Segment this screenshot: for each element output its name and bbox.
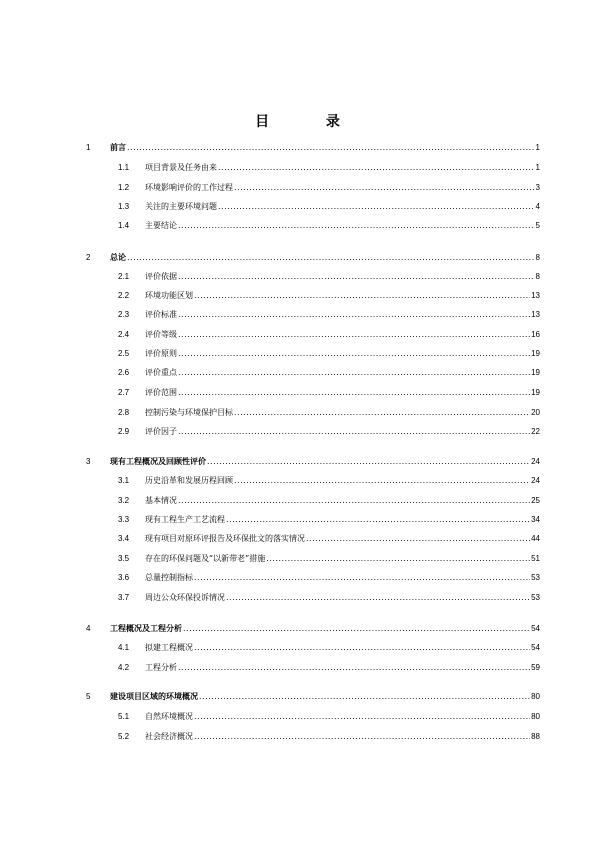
toc-entry-label: 评价因子 [145,427,177,436]
toc-entry-page-number: 54 [531,643,540,652]
toc-entry-number: 2.7 [118,388,130,397]
toc-entry-page-number: 1 [535,143,540,152]
toc-entry-line [145,494,540,508]
toc-entry-page-number: 19 [531,349,540,358]
toc-dot-leader [194,730,530,744]
toc-entry-page-number: 13 [531,310,540,319]
toc-dot-leader [178,270,535,284]
toc-entry-line [145,219,540,233]
toc-entry-page-number: 24 [531,476,540,485]
toc-entry-line [145,270,540,284]
toc-dot-leader [234,474,530,488]
toc-entry-label: 拟建工程概况 [145,643,193,652]
toc-entry-label: 基本情况 [145,496,177,505]
toc-entry-label: 控制污染与环境保护目标 [145,408,233,417]
toc-entry-number: 3.3 [118,515,130,524]
toc-section-entry[interactable] [0,532,595,546]
toc-dot-leader [199,690,530,704]
toc-section-entry[interactable] [0,200,595,214]
toc-section-entry[interactable] [0,161,595,175]
toc-dot-leader [178,386,530,400]
toc-entry-line [145,347,540,361]
toc-section-entry[interactable] [0,513,595,527]
toc-section-entry[interactable] [0,494,595,508]
toc-entry-page-number: 20 [531,408,540,417]
toc-section-entry[interactable] [0,219,595,233]
toc-entry-number: 3.2 [118,496,130,505]
toc-entry-number: 2.2 [118,291,130,300]
toc-section-entry[interactable] [0,571,595,585]
toc-entry-page-number: 59 [531,663,540,672]
toc-entry-number: 2.1 [118,272,130,281]
toc-section-entry[interactable] [0,641,595,655]
toc-section-entry[interactable] [0,308,595,322]
toc-entry-label: 评价重点 [145,368,177,377]
toc-entry-line [145,200,540,214]
toc-entry-label: 存在的环保问题及“以新带老”措施 [145,554,266,563]
toc-chapter-entry[interactable] [0,251,595,265]
toc-dot-leader [207,455,530,469]
toc-entry-page-number: 1 [535,163,540,172]
toc-entry-label: 评价范围 [145,388,177,397]
toc-entry-page-number: 4 [535,202,540,211]
toc-dot-leader [194,641,530,655]
toc-entry-label: 工程分析 [145,663,177,672]
toc-entry-number: 3.1 [118,476,130,485]
toc-entry-page-number: 88 [531,732,540,741]
toc-entry-label: 评价标准 [145,310,177,319]
toc-dot-leader [178,661,530,675]
toc-entry-page-number: 8 [535,272,540,281]
toc-entry-line [145,425,540,439]
toc-entry-number: 4.2 [118,663,130,672]
toc-entry-line [145,513,540,527]
toc-entry-line [145,710,540,724]
toc-entry-page-number: 53 [531,573,540,582]
toc-entry-line [145,161,540,175]
toc-entry-number: 4 [86,624,91,633]
toc-entry-number: 5.2 [118,732,130,741]
toc-dot-leader [226,591,530,605]
toc-section-entry[interactable] [0,347,595,361]
toc-entry-label: 工程概况及工程分析 [110,624,182,633]
toc-entry-page-number: 22 [531,427,540,436]
toc-section-entry[interactable] [0,181,595,195]
toc-section-entry[interactable] [0,386,595,400]
toc-entry-label: 现有工程概况及回顾性评价 [110,457,206,466]
toc-section-entry[interactable] [0,366,595,380]
toc-dot-leader [266,552,530,566]
toc-entry-number: 1.4 [118,221,130,230]
toc-entry-label: 总论 [110,253,126,262]
toc-entry-number: 3.6 [118,573,130,582]
toc-entry-line [145,289,540,303]
toc-section-entry[interactable] [0,289,595,303]
toc-entry-line [145,474,540,488]
toc-dot-leader [218,200,535,214]
toc-section-entry[interactable] [0,406,595,420]
toc-entry-number: 4.1 [118,643,130,652]
toc-entry-line [145,406,540,420]
toc-entry-label: 主要结论 [145,221,177,230]
toc-entry-page-number: 53 [531,593,540,602]
toc-entry-line [110,141,540,155]
toc-entry-page-number: 19 [531,368,540,377]
toc-entry-number: 3.4 [118,534,130,543]
toc-section-entry[interactable] [0,710,595,724]
toc-entry-page-number: 54 [531,624,540,633]
toc-entry-page-number: 34 [531,515,540,524]
toc-entry-label: 周边公众环保投诉情况 [145,593,225,602]
toc-entry-number: 2.4 [118,330,130,339]
toc-entry-number: 2.8 [118,408,130,417]
toc-section-entry[interactable] [0,730,595,744]
toc-chapter-entry[interactable] [0,141,595,155]
toc-entry-number: 5.1 [118,712,130,721]
toc-entry-line [145,308,540,322]
toc-section-entry[interactable] [0,591,595,605]
toc-chapter-entry[interactable] [0,690,595,704]
toc-entry-label: 评价等级 [145,330,177,339]
toc-entry-label: 总量控制指标 [145,573,193,582]
toc-chapter-entry[interactable] [0,455,595,469]
toc-dot-leader [178,494,530,508]
toc-entry-line [145,366,540,380]
toc-entry-label: 现有工程生产工艺流程 [145,515,225,524]
toc-entry-page-number: 80 [531,712,540,721]
toc-entry-label: 项目背景及任务由来 [145,163,217,172]
toc-dot-leader [178,347,530,361]
toc-entry-number: 1.3 [118,202,130,211]
toc-dot-leader [178,425,530,439]
toc-entry-line [145,730,540,744]
toc-dot-leader [178,366,530,380]
toc-entry-number: 2.5 [118,349,130,358]
toc-entry-page-number: 80 [531,692,540,701]
toc-dot-leader [127,251,535,265]
toc-dot-leader [234,406,530,420]
toc-entry-page-number: 19 [531,388,540,397]
toc-entry-label: 环境功能区划 [145,291,193,300]
toc-entry-label: 历史沿革和发展历程回顾 [145,476,233,485]
toc-entry-label: 自然环境概况 [145,712,193,721]
toc-dot-leader [194,710,530,724]
toc-entry-number: 5 [86,692,91,701]
toc-entry-number: 2.9 [118,427,130,436]
toc-entry-line [110,251,540,265]
toc-section-entry[interactable] [0,425,595,439]
toc-entry-line [145,386,540,400]
toc-entry-label: 关注的主要环境问题 [145,202,217,211]
toc-title: 目 录 [255,114,366,130]
toc-dot-leader [218,161,535,175]
toc-entry-number: 3 [86,457,91,466]
toc-entry-line [145,591,540,605]
toc-dot-leader [234,181,535,195]
toc-entry-page-number: 51 [531,554,540,563]
toc-entry-label: 评价依据 [145,272,177,281]
toc-entry-label: 现有项目对原环评报告及环保批文的落实情况 [145,534,305,543]
toc-entry-line [145,661,540,675]
toc-section-entry[interactable] [0,328,595,342]
toc-entry-label: 建设项目区域的环境概况 [110,692,198,701]
toc-entry-number: 3.7 [118,593,130,602]
toc-entry-page-number: 16 [531,330,540,339]
toc-entry-line [145,532,540,546]
toc-dot-leader [306,532,530,546]
toc-entry-number: 2 [86,253,91,262]
toc-section-entry[interactable] [0,270,595,284]
toc-entry-page-number: 3 [535,183,540,192]
toc-entry-line [145,641,540,655]
toc-dot-leader [178,308,530,322]
toc-dot-leader [194,289,530,303]
toc-entry-page-number: 25 [531,496,540,505]
toc-entry-line [145,552,540,566]
toc-entry-page-number: 44 [531,534,540,543]
toc-dot-leader [178,328,530,342]
toc-entry-page-number: 13 [531,291,540,300]
toc-chapter-entry[interactable] [0,622,595,636]
toc-entry-label: 前言 [110,143,126,152]
toc-entry-page-number: 24 [531,457,540,466]
toc-entry-number: 1.1 [118,163,130,172]
toc-section-entry[interactable] [0,661,595,675]
toc-section-entry[interactable] [0,552,595,566]
toc-entry-line [145,181,540,195]
toc-section-entry[interactable] [0,474,595,488]
toc-entry-label: 评价原则 [145,349,177,358]
toc-entry-page-number: 5 [535,221,540,230]
toc-dot-leader [178,219,535,233]
toc-entry-page-number: 8 [535,253,540,262]
toc-dot-leader [226,513,530,527]
toc-entry-line [110,690,540,704]
toc-entry-label: 环境影响评价的工作过程 [145,183,233,192]
toc-entry-number: 1 [86,143,91,152]
toc-entry-line [110,622,540,636]
toc-dot-leader [127,141,535,155]
toc-entry-line [145,328,540,342]
toc-entry-label: 社会经济概况 [145,732,193,741]
toc-entry-number: 2.6 [118,368,130,377]
toc-dot-leader [194,571,530,585]
toc-entry-number: 1.2 [118,183,130,192]
toc-dot-leader [183,622,530,636]
toc-entry-line [145,571,540,585]
toc-entry-number: 2.3 [118,310,130,319]
toc-entry-number: 3.5 [118,554,130,563]
toc-entry-line [110,455,540,469]
